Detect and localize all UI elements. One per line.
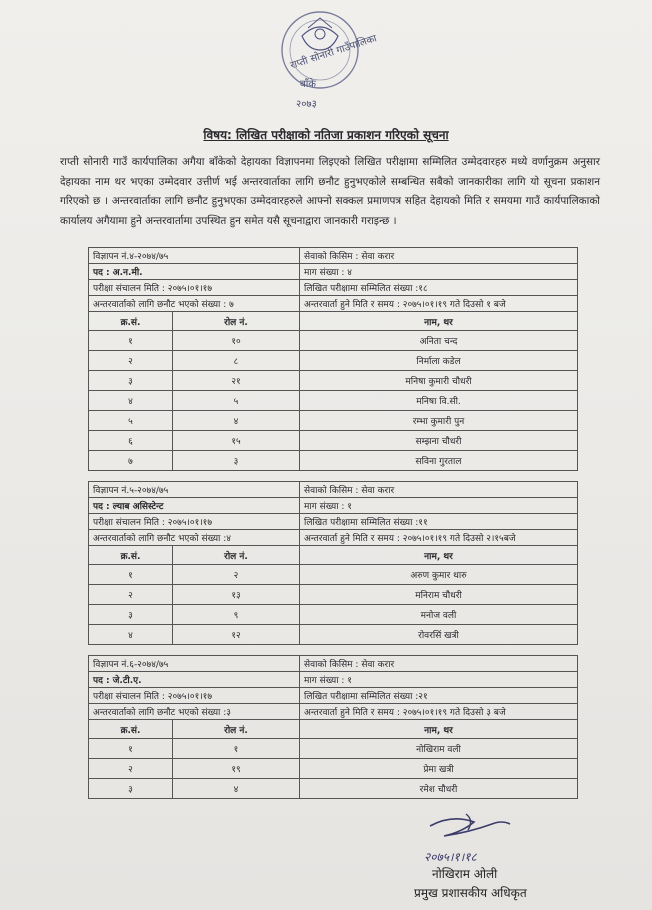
roll-number: २ bbox=[173, 565, 300, 584]
candidate-name: मनिषा वि.सी. bbox=[416, 397, 461, 407]
serial-number: ४ bbox=[89, 391, 173, 410]
interview-date-time: अन्तरवार्ता हुने मिति र समय : २०७५।०१।१९ गते दिउसो ३ बजे bbox=[304, 708, 506, 718]
candidate-name: मनिराम चौधरी bbox=[415, 591, 462, 601]
serial-number: ३ bbox=[89, 605, 173, 624]
seal-name: राप्ती सोनारी गाउँपालिका bbox=[288, 33, 379, 72]
serial-number: ३ bbox=[89, 371, 173, 390]
table-row bbox=[89, 565, 577, 585]
interview-date-time: अन्तरवार्ता हुने मिति र समय : २०७५।०१।१९ गते दिउसो २।१५बजे bbox=[304, 534, 516, 544]
interview-selected-count: अन्तरवार्ताको लागि छनौट भएको संख्या :३ bbox=[89, 704, 300, 719]
written-exam-count: लिखित परीक्षामा सम्मिलित संख्या :२१ bbox=[304, 692, 428, 702]
candidate-name: रम्भा कुमारी पुन bbox=[412, 417, 465, 427]
table-row bbox=[89, 451, 577, 470]
roll-number: ३ bbox=[173, 451, 300, 470]
exam-date: परीक्षा संचालन मिति : २०७५।०१।१७ bbox=[89, 514, 300, 529]
candidate-name: मनिषा कुमारी चौधरी bbox=[405, 377, 472, 387]
serial-number: ६ bbox=[89, 431, 173, 450]
interview-selected-count: अन्तरवार्ताको लागि छनौट भएको संख्या :४ bbox=[89, 530, 300, 545]
table-row bbox=[89, 371, 577, 391]
roll-number: ५ bbox=[173, 391, 300, 410]
notice-subject: विषय: लिखित परीक्षाको नतिजा प्रकाशन गरिएको सूचना bbox=[203, 128, 449, 142]
serial-number: १ bbox=[89, 739, 173, 758]
table-row bbox=[89, 351, 577, 371]
column-header-roll: रोल नं. bbox=[173, 720, 300, 738]
advert-number: विज्ञापन नं.४-२०७४/७५ bbox=[89, 248, 300, 263]
table-row bbox=[89, 411, 577, 431]
roll-number: १५ bbox=[173, 431, 300, 450]
demand-count: माग संख्या : ४ bbox=[304, 268, 352, 278]
table-row bbox=[89, 759, 577, 779]
serial-number: २ bbox=[89, 585, 173, 604]
roll-number: ८ bbox=[173, 351, 300, 370]
seal-place: बाँके bbox=[300, 79, 316, 90]
roll-number: १९ bbox=[173, 759, 300, 778]
demand-count: माग संख्या : १ bbox=[304, 676, 352, 686]
column-header-roll: रोल नं. bbox=[173, 312, 300, 330]
service-type: सेवाको किसिम : सेवा करार bbox=[304, 252, 395, 262]
table-row bbox=[89, 585, 577, 605]
demand-count: माग संख्या : १ bbox=[304, 502, 352, 512]
serial-number: १ bbox=[89, 331, 173, 350]
roll-number: १ bbox=[173, 739, 300, 758]
interview-date-time: अन्तरवार्ता हुने मिति र समय : २०७५।०१।१९ गते दिउसो १ बजे bbox=[304, 300, 506, 310]
column-header-name: नाम, थर bbox=[424, 317, 453, 328]
candidate-name: मनोज वली bbox=[420, 611, 457, 621]
candidate-name: अनिता चन्द bbox=[419, 337, 458, 347]
table-row bbox=[89, 431, 577, 451]
post-name: पद : अ.न.मी. bbox=[89, 264, 300, 279]
result-table-advert-4 bbox=[88, 247, 578, 471]
notice-intro-paragraph: राप्ती सोनारी गाउँ कार्यपालिका अगैया बाँकेको देहायका विज्ञापनमा लिइएको लिखित परीक्षामा सम्मिलित उम्मेदवारहरु मध्ये वर्णानुक्रम अनुसार देहायका नाम थर भएका उम्मेदवार उत्तीर्ण भई अन्तरवार्ताका लागि छनौट हुनुभएकोले सम्बन्धित सबैको जानकारीका लागि यो सूचना प्रकाशन गरिएको छ । अन्तरवार्ताका लागि छनौट हुनुभएका उम्मेदवारहरुले आफ्नो सक्कल प्रमाणपत्र सहित देहायको मिति र समयमा गाउँ कार्यपालिकाको कार्यालय अगैयामा हुने अन्तरवार्तामा उपस्थित हुन समेत यसै सूचनाद्वारा जानकारी गराइन्छ । bbox=[60, 156, 600, 227]
column-header-serial: क्र.सं. bbox=[89, 312, 173, 330]
signatory-title: प्रमुख प्रशासकीय अधिकृत bbox=[414, 886, 527, 900]
column-header-serial: क्र.सं. bbox=[89, 720, 173, 738]
table-row bbox=[89, 331, 577, 351]
service-type: सेवाको किसिम : सेवा करार bbox=[304, 486, 395, 496]
exam-date: परीक्षा संचालन मिति : २०७५।०१।१७ bbox=[89, 688, 300, 703]
post-name: पद : ल्याब असिस्टेन्ट bbox=[89, 498, 300, 513]
candidate-name: अरुण कुमार थारु bbox=[410, 571, 467, 581]
roll-number: १२ bbox=[173, 625, 300, 644]
written-exam-count: लिखित परीक्षामा सम्मिलित संख्या :१८ bbox=[304, 284, 428, 294]
roll-number: १३ bbox=[173, 585, 300, 604]
service-type: सेवाको किसिम : सेवा करार bbox=[304, 660, 395, 670]
advert-number: विज्ञापन नं.५-२०७४/७५ bbox=[89, 482, 300, 497]
serial-number: २ bbox=[89, 351, 173, 370]
table-row bbox=[89, 739, 577, 759]
roll-number: ४ bbox=[173, 411, 300, 430]
exam-date: परीक्षा संचालन मिति : २०७५।०१।१७ bbox=[89, 280, 300, 295]
roll-number: २१ bbox=[173, 371, 300, 390]
table-row bbox=[89, 391, 577, 411]
serial-number: ४ bbox=[89, 625, 173, 644]
column-header-name: नाम, थर bbox=[424, 725, 453, 736]
signature-date: २०७५।१।१८ bbox=[424, 850, 477, 864]
candidate-name: सम्झना चौधरी bbox=[415, 437, 462, 447]
column-header-serial: क्र.सं. bbox=[89, 546, 173, 564]
roll-number: ९ bbox=[173, 605, 300, 624]
table-row bbox=[89, 625, 577, 644]
result-table-advert-5 bbox=[88, 481, 578, 645]
roll-number: ४ bbox=[173, 779, 300, 798]
advert-number: विज्ञापन नं.६-२०७४/७५ bbox=[89, 656, 300, 671]
serial-number: २ bbox=[89, 759, 173, 778]
column-header-roll: रोल नं. bbox=[173, 546, 300, 564]
serial-number: ३ bbox=[89, 779, 173, 798]
signatory-name: नोखिराम ओली bbox=[432, 867, 498, 881]
candidate-name: प्रेमा खत्री bbox=[423, 765, 454, 775]
post-name: पद : जे.टी.ए. bbox=[89, 672, 300, 687]
candidate-name: रोवरसिं खत्री bbox=[418, 631, 459, 641]
interview-selected-count: अन्तरवार्ताको लागि छनौट भएको संख्या : ७ bbox=[89, 296, 300, 311]
serial-number: ७ bbox=[89, 451, 173, 470]
written-exam-count: लिखित परीक्षामा सम्मिलित संख्या :११ bbox=[304, 518, 428, 528]
column-header-name: नाम, थर bbox=[424, 551, 453, 562]
serial-number: ५ bbox=[89, 411, 173, 430]
candidate-name: सविना गुरताल bbox=[415, 457, 462, 467]
serial-number: १ bbox=[89, 565, 173, 584]
table-row bbox=[89, 605, 577, 625]
candidate-name: निर्माला कडेल bbox=[416, 357, 461, 367]
seal-year: २०७३ bbox=[296, 99, 317, 110]
candidate-name: नोखिराम वली bbox=[416, 745, 461, 755]
table-row bbox=[89, 779, 577, 798]
result-table-advert-6 bbox=[88, 655, 578, 799]
candidate-name: रमेश चौधरी bbox=[419, 785, 458, 795]
roll-number: १० bbox=[173, 331, 300, 350]
